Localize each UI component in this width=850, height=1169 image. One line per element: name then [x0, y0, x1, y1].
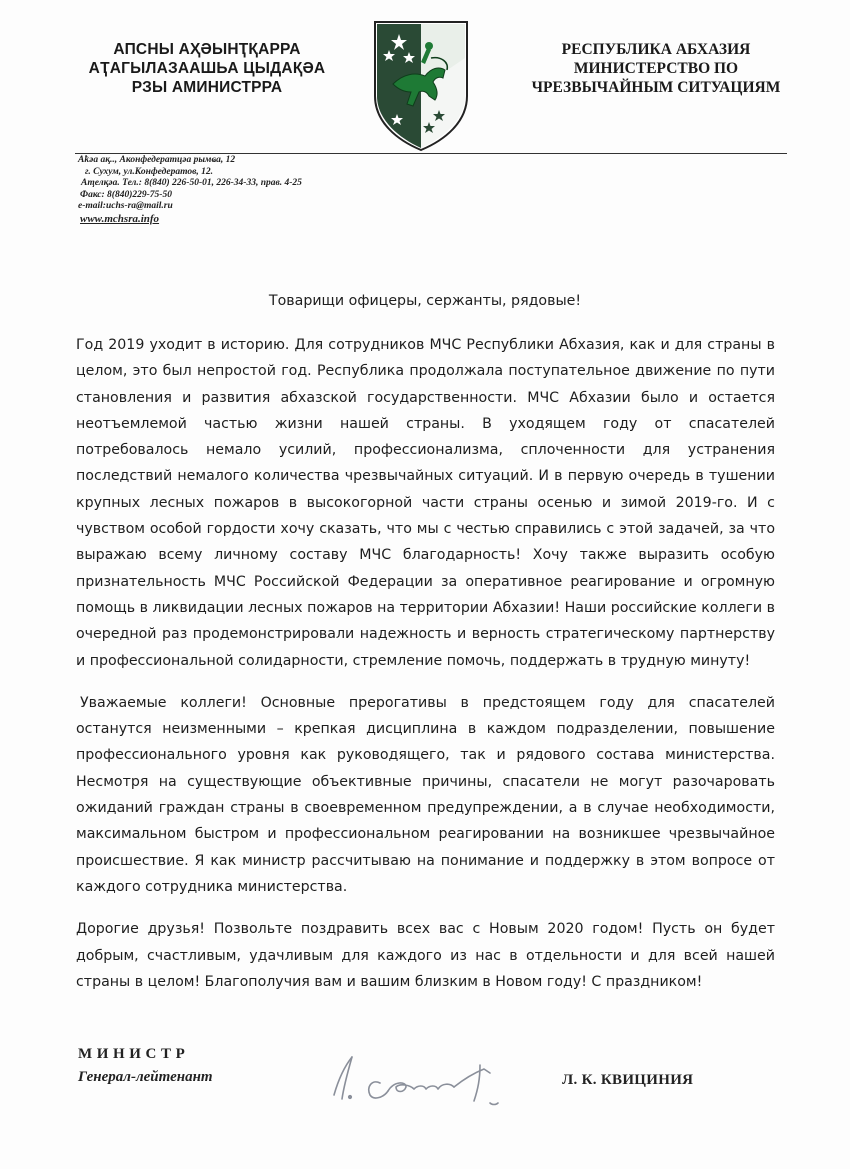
header-russian-line-1: РЕСПУБЛИКА АБХАЗИЯ: [561, 41, 751, 58]
letter-body: [76, 332, 775, 995]
paragraph-3: Дорогие друзья! Позвольте поздравить всех вас с Новым 2020 годом! Пусть он будет добрым, счастливым, удачливым для каждого из нас в отдельности и для всей нашей страны в целом! Благополучия вам и вашим близким в Новом году! С праздником!: [76, 921, 775, 990]
letter-greeting: Товарищи офицеры, сержанты, рядовые!: [268, 293, 582, 309]
signatory-rank: Генерал-лейтенант: [78, 1069, 213, 1085]
handwritten-signature: [314, 1045, 524, 1111]
header-russian-line-2: МИНИСТЕРСТВО ПО: [573, 60, 739, 77]
signatory-title: МИНИСТР: [78, 1046, 190, 1062]
fax-number: Факс: 8(840)229-75-50: [80, 189, 172, 200]
address-russian: г. Сухум, ул.Конфедератов, 12.: [85, 166, 213, 177]
coat-of-arms-emblem: [369, 18, 473, 154]
paragraph-2: Уважаемые коллеги! Основные прерогативы в предстоящем году для спасателей останутся неизменными – крепкая дисциплина в каждом подразделении, повышение профессионального уровня как руководящего, так и рядового состава министерства. Несмотря на существующие объективные причины, спасатели не могут разочаровать ожиданий граждан страны в своевременном предупреждении, а в случае необходимости, максимальном быстром и профессиональном реагировании на возникшее чрезвычайное происшествие. Я как министр рассчитываю на понимание и поддержку в этом вопросе от каждого сотрудника министерства.: [76, 694, 775, 895]
signatory-block: [78, 1043, 213, 1089]
phone-numbers: Аҭелқәа. Тел.: 8(840) 226-50-01, 226-34-33, прав. 4-25: [81, 178, 302, 189]
contact-block: [78, 155, 438, 226]
header-divider: [75, 153, 787, 154]
header-russian: [506, 40, 806, 97]
address-abkhaz: Аҟәа ақ.., Аконфедератцәа рымҩа, 12: [78, 155, 236, 165]
website-link[interactable]: www.mchsra.info: [80, 212, 160, 225]
header-russian-line-3: ЧРЕЗВЫЧАЙНЫМ СИТУАЦИЯМ: [531, 79, 781, 96]
signatory-name: Л. К. КВИЦИНИЯ: [562, 1072, 694, 1088]
header-abkhaz-line-2: АҬАГЫЛАЗААШЬА ЦЫДАҚӘА: [88, 60, 326, 77]
header-abkhaz-line-1: АПСНЫ АҲӘЫНҬҚАРРА: [113, 41, 301, 58]
header-abkhaz-line-3: РЗЫ АМИНИСТРРА: [131, 79, 283, 96]
header-abkhaz: [62, 40, 352, 97]
paragraph-1: Год 2019 уходит в историю. Для сотрудников МЧС Республики Абхазия, как и для страны в целом, это был непростой год. Республика продолжала поступательное движение по пути становления и развития абхазской государственности. МЧС Абхазии было и остается неотъемлемой частью жизни нашей страны. В уходящем году от спасателей потребовалось немало усилий, профессионализма, сплоченности для устранения последствий немалого количества чрезвычайных ситуаций. И в первую очередь в тушении крупных лесных пожаров в высокогорной части страны осенью и зимой 2019-го. И с чувством особой гордости хочу сказать, что мы с честью справились с этой задачей, за что выражаю всему личному составу МЧС благодарность! Хочу также выразить особую признательность МЧС Российской Федерации за оперативное реагирование и огромную помощь в ликвидации лесных пожаров на территории Абхазии! Наши российские коллеги в очередной раз продемонстрировали надежность и верность стратегическому партнерству и профессиональной солидарности, стремление помочь, поддержать в трудную минуту!: [76, 337, 775, 669]
email-address: e-mail:uchs-ra@mail.ru: [78, 201, 173, 212]
